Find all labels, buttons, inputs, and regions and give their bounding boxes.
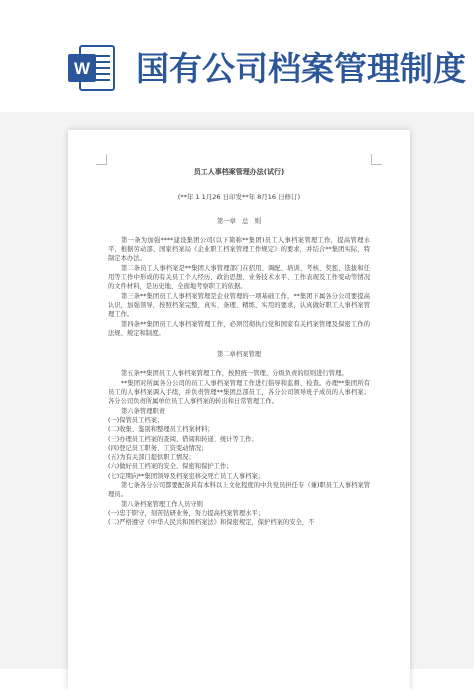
duty-item: (二)收集、鉴别和整理员工档案材料； — [108, 426, 214, 434]
document-subtitle: (**年 1 1月26 日印发**年 8月16 日修订) — [177, 193, 301, 202]
article-paragraph: 第一条为加强****建设集团公司(以下简称**集团)员工人事档案管理工作，提高管理水平，根据劳动部、国家档案局《企业职工档案管理工作规定》的要求，并结合**集团实际，特制定本办法。 — [108, 236, 370, 263]
article-paragraph: 第七条各分公司都要配备具有本科以上文化程度的中共党员担任专（兼)职员工人事档案管理员。 — [108, 482, 370, 499]
duty-item: (六)做好员工档案的安全、保密和保护工作； — [108, 463, 233, 471]
duty-item: (四)登记员工职务、工资变动情况； — [108, 444, 208, 452]
article-paragraph: 第三条**集团员工人事档案管理是企业管理的一项基础工作，**集团下属各分公司要提高认识，加强领导，按照档案完整、真实、条理、精练、实用的要求，认真做好职工人事档案管理工作。 — [108, 292, 370, 319]
duty-item: (七)定期向**集团领导及档案室移交死亡员工人事档案； — [108, 472, 265, 480]
rule-item: (二)严格遵守《中华人民共和国档案法》和保密规定，保护档案的安全，不 — [108, 519, 315, 527]
word-icon — [66, 42, 118, 94]
chapter-heading: 第二章档案管理 — [216, 351, 262, 359]
banner-title: 国有公司档案管理制度 — [136, 49, 466, 88]
duty-item: (一)保管员工档案； — [108, 416, 164, 424]
chapter-heading: 第一章 总 则 — [216, 217, 262, 225]
document-area — [0, 112, 474, 669]
word-icon-letter: W — [73, 59, 91, 78]
article-paragraph: 第五条**集团员工人事档案管理工作，按照统一管理、分级负责的原则进行管理。 — [121, 370, 348, 378]
article-paragraph: **集团对所属各分公司的员工人事档案管理工作进行指导和监督、检查。办理**集团所有员工的人事档案调入手续，并负责管理**集团总部员工，各分公司领导班子成员的人事档案；各分公司负责所属单位员工人事档案的转出和日常管理工作。 — [108, 379, 370, 406]
corner-mark-left — [96, 154, 107, 165]
document-title: 员工人事档案管理办法(试行) — [193, 168, 285, 176]
article-paragraph: 第四条**集团员工人事档案管理工作，必须贯彻执行党和国家有关档案管理及保密工作的法规、规定和制度。 — [108, 320, 370, 337]
banner — [0, 0, 474, 112]
corner-mark-right — [371, 154, 382, 165]
article-paragraph: 第二条员工人事档案是**集团人事管理部门在招用、调配、培训、考核、奖惩、选拔和任用等工作中形成的有关员工个人经历、政治思想、业务技术水平、工作表现及工作变动等情况的文件材料，是历史地、全面地考察职工的依据。 — [108, 264, 370, 291]
article-paragraph: 第八条档案管理工作人员守则 — [121, 500, 203, 508]
rule-item: (一)忠于职守，刻苦钻研业务，努力提高档案管理水平； — [108, 509, 265, 517]
duty-item: (三)办理员工档案的查阅、借阅和转递、统计等工作； — [108, 435, 258, 443]
article-paragraph: 第六条管理职责 — [121, 407, 166, 415]
duty-item: (五)为有关部门提供职工情况； — [108, 454, 195, 462]
document-page — [68, 130, 410, 690]
document-content — [108, 166, 370, 528]
